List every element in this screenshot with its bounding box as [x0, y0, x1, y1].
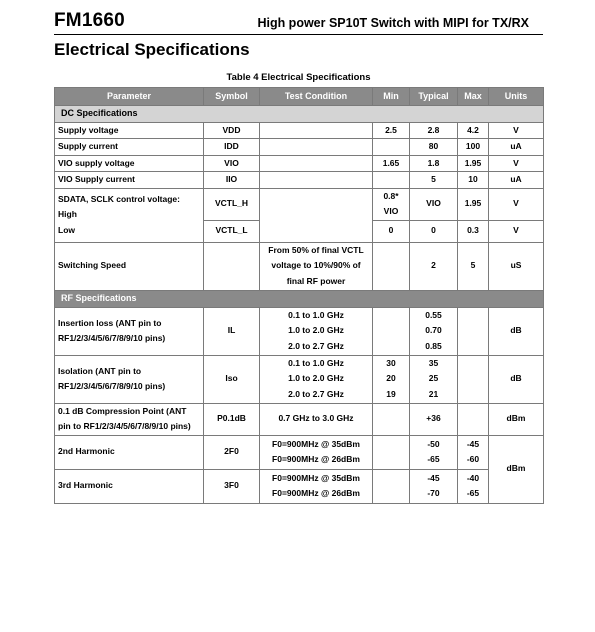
min-line — [376, 339, 406, 355]
cell-param: VIO Supply current — [55, 172, 204, 189]
spec-table — [54, 87, 544, 504]
cell-symbol: VDD — [204, 122, 260, 139]
table-row — [55, 355, 544, 403]
cell-cond — [260, 469, 373, 503]
param-line: pin to RF1/2/3/4/5/6/7/8/9/10 pins) — [58, 421, 191, 431]
cell-min: 0.8* VIO — [373, 188, 410, 220]
cell-param — [55, 355, 204, 403]
dc-section-label: DC Specifications — [55, 106, 544, 123]
col-header-parameter: Parameter — [55, 88, 204, 106]
cell-max — [458, 435, 489, 469]
cell-min: 2.5 — [373, 122, 410, 139]
cell-max: 4.2 — [458, 122, 489, 139]
control-voltage-label: SDATA, SCLK control voltage: — [58, 193, 180, 204]
table-caption: Table 4 Electrical Specifications — [226, 72, 371, 83]
param-line: RF1/2/3/4/5/6/7/8/9/10 pins) — [58, 381, 166, 391]
cell-max — [458, 469, 489, 503]
cell-symbol: IIO — [204, 172, 260, 189]
cell-param: 3rd Harmonic — [55, 469, 204, 503]
cell-unit: dBm — [489, 435, 544, 503]
min-line — [376, 323, 406, 339]
typ-line: -50 — [427, 438, 440, 449]
product-description: High power SP10T Switch with MIPI for TX/RX — [257, 16, 529, 30]
cell-symbol: 2F0 — [204, 435, 260, 469]
cond-line: From 50% of final VCTL — [268, 244, 364, 255]
page-header — [54, 10, 543, 35]
cond-line: 2.0 to 2.7 GHz — [288, 340, 344, 351]
cell-typ: 2.8 — [410, 122, 458, 139]
cell-typ: 5 — [410, 172, 458, 189]
col-header-max: Max — [458, 88, 489, 106]
cell-min — [373, 307, 410, 355]
cell-cond — [260, 307, 373, 355]
cell-min: 0 — [373, 220, 410, 242]
cell-cond — [260, 172, 373, 189]
param-line: Insertion loss (ANT pin to — [58, 317, 162, 328]
param-line: Isolation (ANT pin to — [58, 365, 142, 376]
param-line: 0.1 dB Compression Point (ANT — [58, 405, 187, 416]
model-number: FM1660 — [54, 10, 125, 31]
cond-line: 0.1 to 1.0 GHz — [288, 309, 344, 320]
cell-min — [373, 469, 410, 503]
cond-line: 0.1 to 1.0 GHz — [288, 357, 344, 368]
col-header-symbol: Symbol — [204, 88, 260, 106]
cell-unit: V — [489, 188, 544, 220]
cell-symbol: Iso — [204, 355, 260, 403]
col-header-min: Min — [373, 88, 410, 106]
cell-cond — [260, 355, 373, 403]
table-row — [55, 172, 544, 189]
typ-line: -65 — [427, 454, 440, 464]
cond-line: 2.0 to 2.7 GHz — [288, 388, 344, 399]
rf-section-label: RF Specifications — [55, 290, 544, 307]
typ-line: -70 — [427, 488, 440, 498]
max-line: -45 — [466, 438, 480, 449]
cell-cond — [260, 139, 373, 156]
typ-line: 25 — [428, 373, 439, 384]
cell-unit: V — [489, 155, 544, 172]
cell-max: 10 — [458, 172, 489, 189]
cond-line: F0=900MHz @ 35dBm — [272, 472, 360, 483]
cond-line: voltage to 10%/90% of — [271, 260, 361, 271]
cell-typ — [410, 307, 458, 355]
section-title: Electrical Specifications — [54, 40, 250, 59]
cell-min — [373, 403, 410, 435]
min-line: 30 — [386, 357, 396, 368]
col-header-test-condition: Test Condition — [260, 88, 373, 106]
cell-unit: dB — [489, 307, 544, 355]
cell-symbol: IL — [204, 307, 260, 355]
cell-min — [373, 139, 410, 156]
cell-unit: uA — [489, 139, 544, 156]
col-header-typical: Typical — [410, 88, 458, 106]
table-row — [55, 307, 544, 355]
cell-param: Supply current — [55, 139, 204, 156]
cell-cond: 0.7 GHz to 3.0 GHz — [260, 403, 373, 435]
rf-section-row — [55, 290, 544, 307]
max-line: -60 — [466, 454, 480, 464]
cell-param-control-voltage — [55, 188, 204, 242]
table-row — [55, 139, 544, 156]
cell-param — [55, 307, 204, 355]
typ-line: -45 — [427, 472, 440, 483]
cell-unit: V — [489, 220, 544, 242]
cell-min — [373, 355, 410, 403]
table-row — [55, 188, 544, 220]
min-line — [376, 308, 406, 324]
cell-min — [373, 172, 410, 189]
cell-param: VIO supply voltage — [55, 155, 204, 172]
cell-max: 5 — [458, 242, 489, 290]
control-high-label: High — [58, 209, 77, 220]
cell-typ: 2 — [410, 242, 458, 290]
cell-param: Switching Speed — [55, 242, 204, 290]
dc-section-row — [55, 106, 544, 123]
table-row — [55, 155, 544, 172]
table-row — [55, 469, 544, 503]
cell-max — [458, 355, 489, 403]
cell-max: 100 — [458, 139, 489, 156]
cell-typ: 1.8 — [410, 155, 458, 172]
cell-param: Supply voltage — [55, 122, 204, 139]
cell-max: 1.95 — [458, 155, 489, 172]
cell-typ — [410, 355, 458, 403]
cond-line: final RF power — [286, 275, 346, 286]
col-header-units: Units — [489, 88, 544, 106]
cell-cond — [260, 188, 373, 242]
cell-unit: V — [489, 122, 544, 139]
typ-line: 0.70 — [425, 325, 442, 336]
cell-symbol: VCTL_H — [204, 188, 260, 220]
min-line: 19 — [386, 388, 396, 399]
cond-line: F0=900MHz @ 35dBm — [272, 438, 360, 449]
cell-max — [458, 403, 489, 435]
cell-unit: uS — [489, 242, 544, 290]
cell-cond — [260, 435, 373, 469]
param-line: RF1/2/3/4/5/6/7/8/9/10 pins) — [58, 333, 166, 343]
cell-cond — [260, 242, 373, 290]
cell-typ — [410, 469, 458, 503]
typ-line: 35 — [428, 357, 439, 368]
typ-line: 0.85 — [425, 340, 442, 351]
cell-min: 1.65 — [373, 155, 410, 172]
cell-symbol: 3F0 — [204, 469, 260, 503]
table-row — [55, 435, 544, 469]
max-line: -40 — [466, 472, 480, 483]
cell-unit: dBm — [489, 403, 544, 435]
cell-symbol: VIO — [204, 155, 260, 172]
cell-max: 1.95 — [458, 188, 489, 220]
cell-cond — [260, 122, 373, 139]
cell-symbol — [204, 242, 260, 290]
cell-min — [373, 242, 410, 290]
table-row — [55, 403, 544, 435]
cond-line: 1.0 to 2.0 GHz — [288, 373, 344, 384]
cell-min — [373, 435, 410, 469]
cell-typ — [410, 435, 458, 469]
cell-unit: dB — [489, 355, 544, 403]
cell-symbol: P0.1dB — [204, 403, 260, 435]
cell-typ: 80 — [410, 139, 458, 156]
cond-line: F0=900MHz @ 26dBm — [272, 454, 360, 464]
cell-max — [458, 307, 489, 355]
cond-line: 1.0 to 2.0 GHz — [288, 325, 344, 336]
cell-symbol: IDD — [204, 139, 260, 156]
cell-typ: VIO — [410, 188, 458, 220]
control-low-label: Low — [58, 224, 75, 235]
cell-symbol: VCTL_L — [204, 220, 260, 242]
cell-max: 0.3 — [458, 220, 489, 242]
typ-line: 21 — [428, 388, 439, 399]
min-line: 20 — [386, 373, 396, 384]
cell-param: 2nd Harmonic — [55, 435, 204, 469]
cell-typ: 0 — [410, 220, 458, 242]
table-row — [55, 242, 544, 290]
cell-param — [55, 403, 204, 435]
table-row — [55, 122, 544, 139]
cell-cond — [260, 155, 373, 172]
cell-typ: +36 — [410, 403, 458, 435]
typ-line: 0.55 — [425, 309, 442, 320]
cell-unit: uA — [489, 172, 544, 189]
max-line: -65 — [466, 488, 480, 498]
cond-line: F0=900MHz @ 26dBm — [272, 488, 360, 498]
table-header-row — [55, 88, 544, 106]
